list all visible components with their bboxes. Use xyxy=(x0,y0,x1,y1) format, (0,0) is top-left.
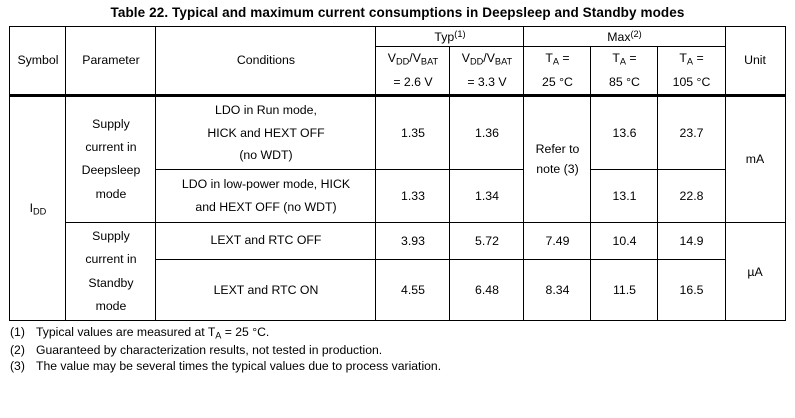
cell-max85-r3: 10.4 xyxy=(591,222,658,259)
cell-conditions-r3: LEXT and RTC OFF xyxy=(156,222,376,259)
cell-typ26-r4: 4.55 xyxy=(376,259,450,321)
header-max-105c-line1: $T_A$ = xyxy=(658,47,725,71)
header-typ-26v-line2: = 2.6 V xyxy=(376,71,450,96)
cell-max105-r3: 14.9 xyxy=(658,222,725,259)
header-max-25c-line2: 25 °C xyxy=(524,71,591,96)
header-max-group: Max$^{(2)}$ xyxy=(524,27,725,47)
max-footnote-ref: (2) xyxy=(630,29,642,39)
header-symbol: Symbol xyxy=(10,27,66,96)
table-row xyxy=(10,222,785,259)
current-consumption-table xyxy=(9,26,785,321)
header-typ-26v-line1: $V_{DD}/V_{BAT}$ xyxy=(376,47,450,71)
header-typ-33v-line1: $V_{DD}/V_{BAT}$ xyxy=(450,47,524,71)
header-conditions: Conditions xyxy=(156,27,376,96)
cell-max25-refer-note: Refer to note (3) xyxy=(524,95,591,222)
footnote-3-number: (3) xyxy=(10,359,25,374)
header-row-groups xyxy=(10,27,785,47)
cell-typ33-r1: 1.36 xyxy=(450,95,524,169)
cell-typ33-r2: 1.34 xyxy=(450,169,524,222)
header-max-85c-line2: 85 °C xyxy=(591,71,658,96)
table-body xyxy=(10,95,785,321)
cell-typ26-r1: 1.35 xyxy=(376,95,450,169)
cell-unit-ua: µA xyxy=(725,222,785,320)
cell-max25-r4: 8.34 xyxy=(524,259,591,321)
cell-parameter-deepsleep: Supply current in Deepsleep mode xyxy=(66,95,156,222)
cell-conditions-r1: LDO in Run mode, HICK and HEXT OFF (no WDT) xyxy=(156,95,376,169)
cell-max105-r1: 23.7 xyxy=(658,95,725,169)
header-max-85c-line1: $T_A$ = xyxy=(591,47,658,71)
cell-parameter-standby: Supply current in Standby mode xyxy=(66,222,156,320)
header-max-25c-line1: $T_A$ = xyxy=(524,47,591,71)
footnote-2-number: (2) xyxy=(10,342,25,357)
table-header xyxy=(10,27,785,96)
cell-max85-r2: 13.1 xyxy=(591,169,658,222)
cell-max25-r3: 7.49 xyxy=(524,222,591,259)
cell-typ26-r2: 1.33 xyxy=(376,169,450,222)
cell-typ33-r4: 6.48 xyxy=(450,259,524,321)
cell-max105-r4: 16.5 xyxy=(658,259,725,321)
table-row xyxy=(10,95,785,169)
cell-max85-r1: 13.6 xyxy=(591,95,658,169)
footnote-1-text: Typical values are measured at $T_A = 25$ °C. xyxy=(36,325,270,341)
cell-typ33-r3: 5.72 xyxy=(450,222,524,259)
cell-typ26-r3: 3.93 xyxy=(376,222,450,259)
header-typ-33v-line2: = 3.3 V xyxy=(450,71,524,96)
footnotes xyxy=(10,324,785,374)
footnote-2-text: Guaranteed by characterization results, not tested in production. xyxy=(36,342,383,357)
cell-conditions-r2: LDO in low-power mode, HICK and HEXT OFF (no WDT) xyxy=(156,169,376,222)
cell-max85-r4: 11.5 xyxy=(591,259,658,321)
cell-max105-r2: 22.8 xyxy=(658,169,725,222)
footnote-1-number: (1) xyxy=(10,325,25,340)
footnote-3-text: The value may be several times the typical values due to process variation. xyxy=(36,359,442,374)
footnote-1 xyxy=(10,324,785,342)
table-caption: Table 22. Typical and maximum current consumptions in Deepsleep and Standby modes xyxy=(110,5,685,20)
header-unit: Unit xyxy=(725,27,785,96)
typ-footnote-ref: (1) xyxy=(454,29,466,39)
cell-conditions-r4: LEXT and RTC ON xyxy=(156,259,376,321)
header-typ-group: Typ$^{(1)}$ xyxy=(376,27,524,47)
header-parameter: Parameter xyxy=(66,27,156,96)
cell-unit-ma: mA xyxy=(725,95,785,222)
header-max-105c-line2: 105 °C xyxy=(658,71,725,96)
footnote-3 xyxy=(10,358,785,374)
cell-symbol-idd: $I_{DD}$ xyxy=(10,95,66,321)
footnote-2 xyxy=(10,342,785,358)
